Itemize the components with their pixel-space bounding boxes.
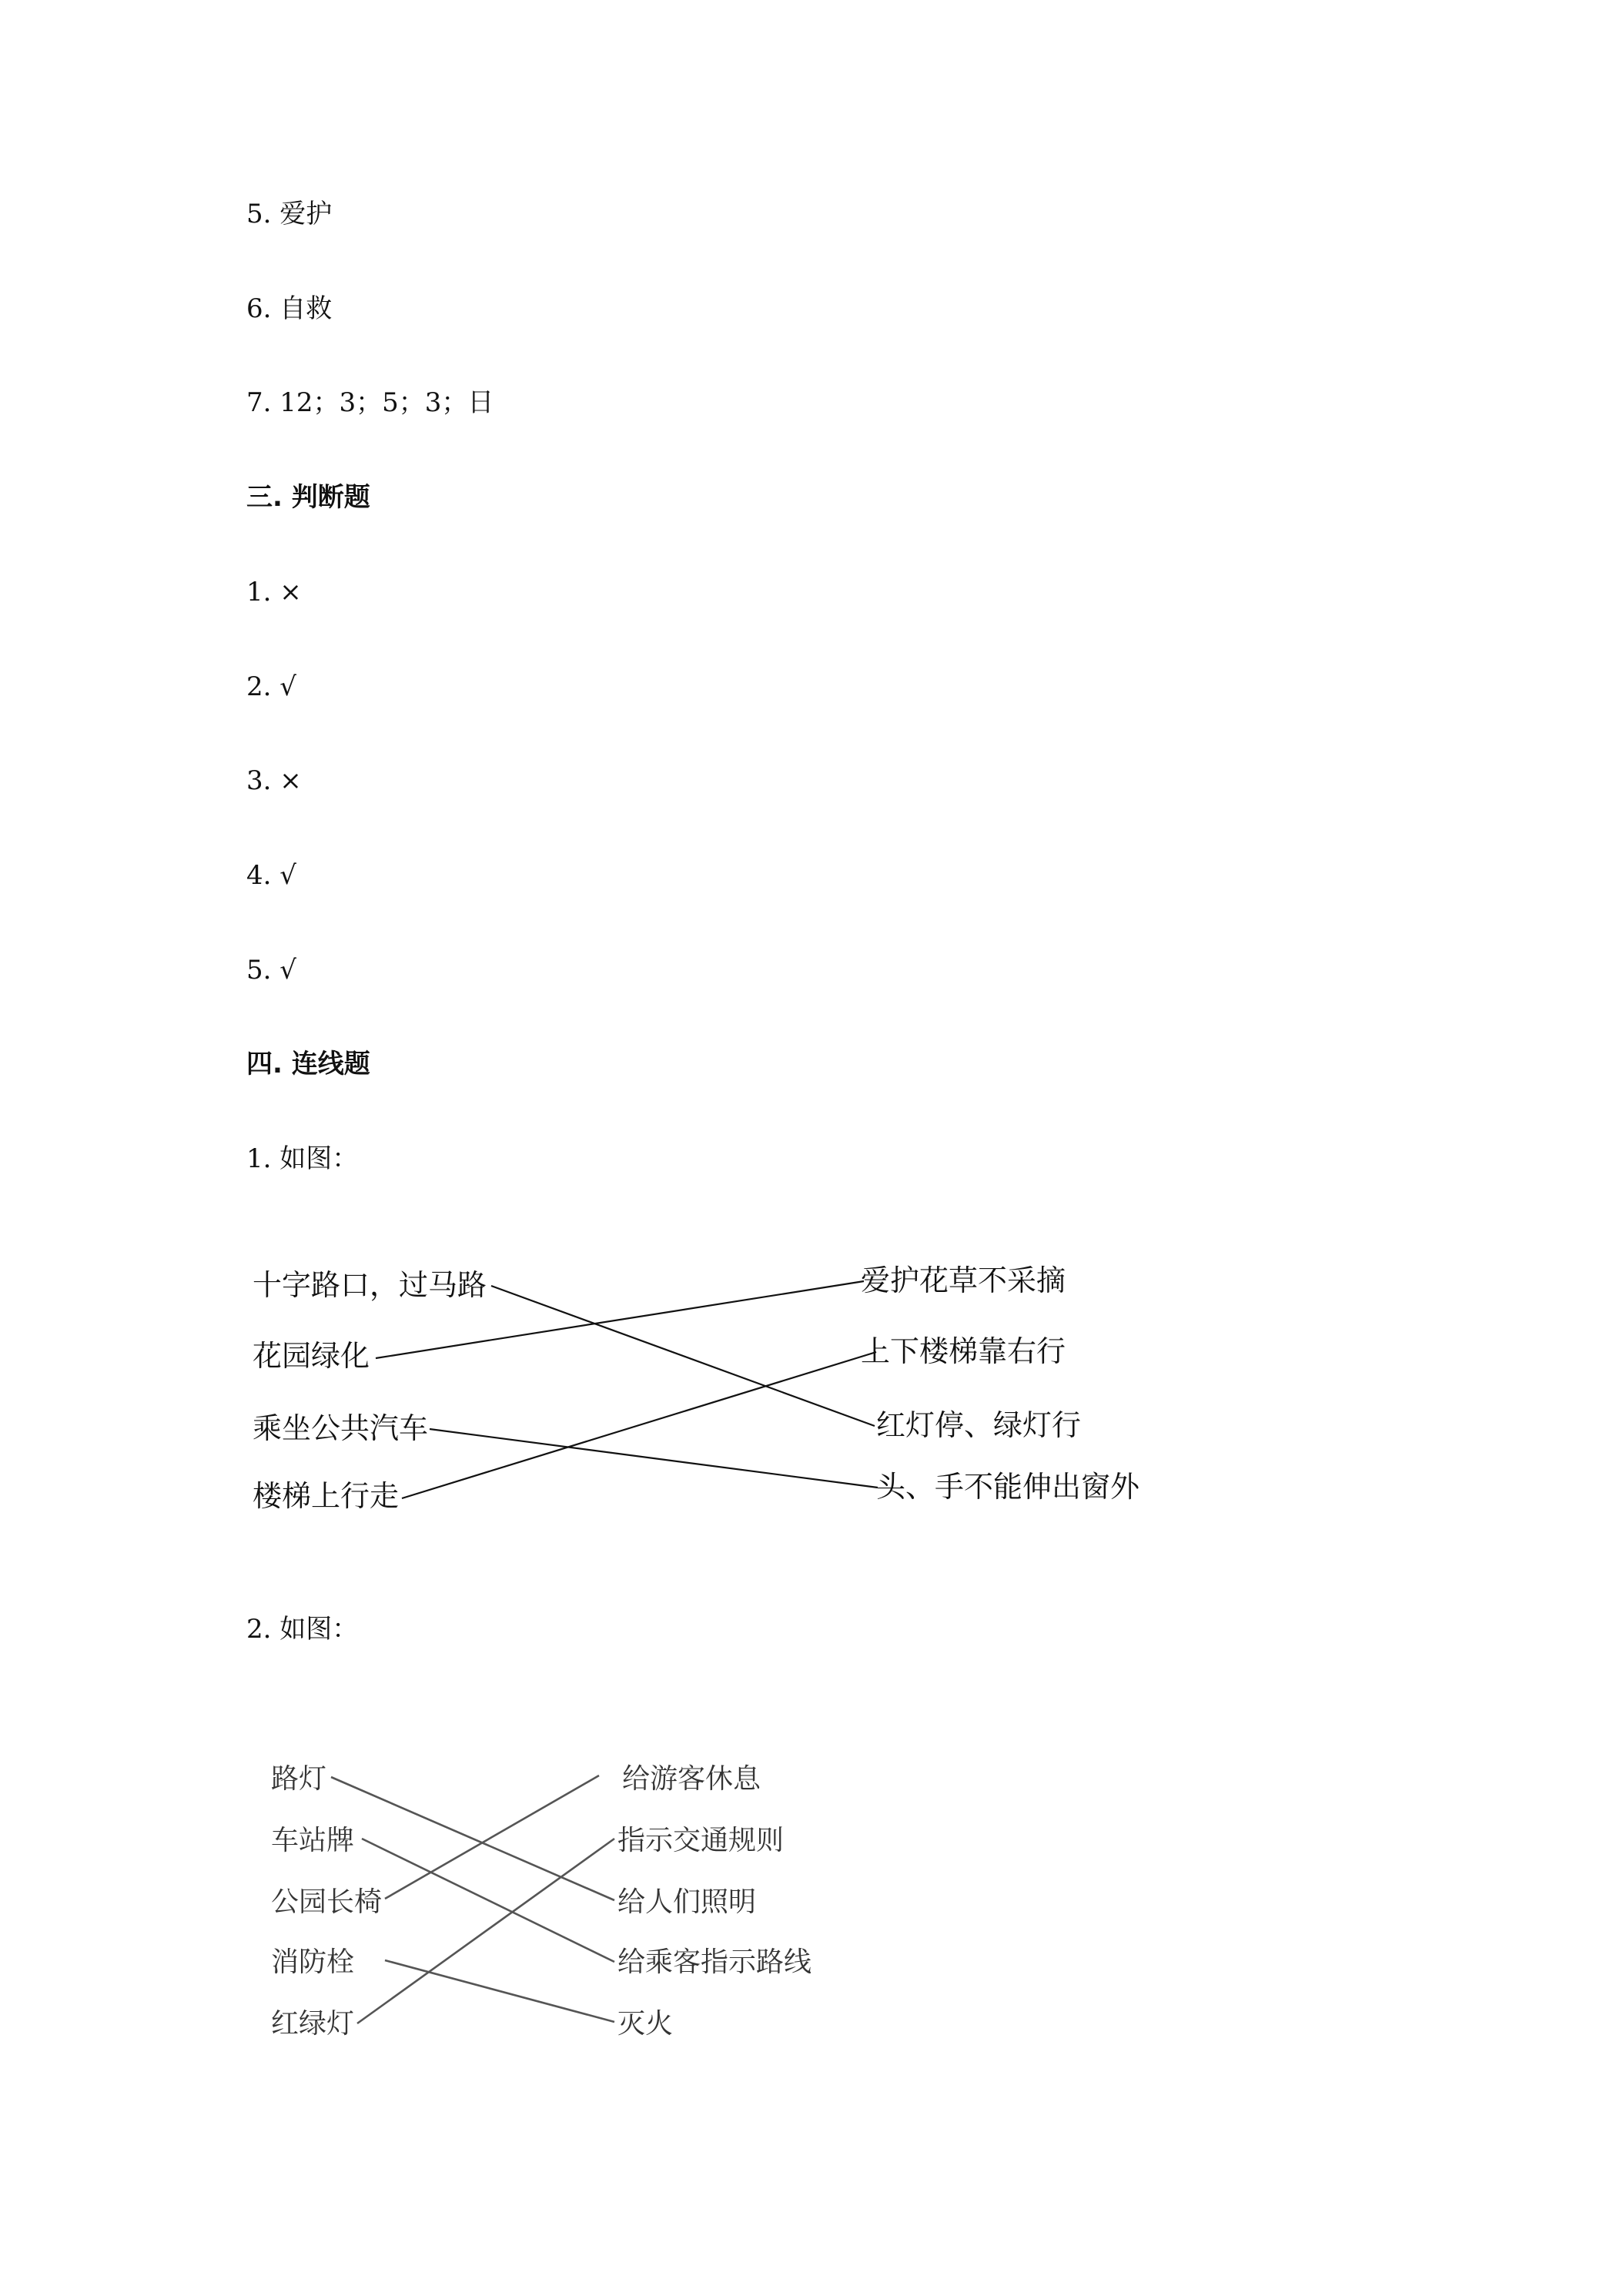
diagram1-connector-3 [430, 1429, 878, 1488]
diagram2-right-4: 给乘客指示路线 [617, 1946, 812, 1978]
section-title-matching: 四. 连线题 [246, 1049, 370, 1079]
diagram1-connector-1 [491, 1286, 875, 1426]
diagram2-right-3: 给人们照明 [617, 1886, 757, 1918]
answer-fill-5: 5. 爱护 [246, 199, 333, 229]
diagram2-connector-4 [385, 1960, 614, 2022]
diagram2-right-5: 灭火 [617, 2008, 674, 2040]
diagram2-left-2: 车站牌 [271, 1825, 355, 1856]
diagram2-connector-1 [331, 1777, 614, 1900]
diagram1-connector-4 [402, 1352, 876, 1498]
judgment-answer-5: 5. √ [246, 955, 296, 986]
section-title-judgment: 三. 判断题 [246, 482, 370, 513]
diagram1-left-1: 十字路口，过马路 [253, 1268, 487, 1302]
diagram1-right-2: 上下楼梯靠右行 [861, 1334, 1066, 1368]
diagram2-left-1: 路灯 [271, 1763, 327, 1795]
diagram2-right-2: 指示交通规则 [617, 1825, 785, 1856]
judgment-answer-3: 3. × [246, 765, 302, 796]
diagram2-connector-5 [357, 1839, 614, 2023]
answer-fill-6: 6. 自救 [246, 293, 333, 324]
judgment-answer-1: 1. × [246, 577, 302, 607]
diagram2-left-4: 消防栓 [271, 1946, 355, 1978]
diagram1-right-4: 头、手不能伸出窗外 [876, 1470, 1140, 1504]
matching-diagram-1 [231, 1247, 1201, 1540]
diagram2-connector-2 [362, 1839, 614, 1962]
matching-diagram-2 [231, 1748, 924, 2071]
diagram1-right-3: 红灯停、绿灯行 [876, 1408, 1082, 1442]
diagram2-right-1: 给游客休息 [622, 1763, 761, 1795]
diagram1-right-1: 爱护花草不采摘 [861, 1263, 1066, 1297]
answer-fill-7: 7. 12；3；5；3；日 [246, 387, 494, 418]
matching-q1-label: 1. 如图： [246, 1143, 359, 1174]
diagram2-left-5: 红绿灯 [271, 2008, 355, 2040]
judgment-answer-4: 4. √ [246, 860, 296, 891]
diagram1-left-4: 楼梯上行走 [253, 1479, 400, 1513]
diagram2-left-3: 公园长椅 [271, 1886, 383, 1918]
diagram1-left-3: 乘坐公共汽车 [253, 1411, 429, 1445]
matching-q2-label: 2. 如图： [246, 1614, 359, 1645]
diagram1-left-2: 花园绿化 [253, 1339, 370, 1373]
judgment-answer-2: 2. √ [246, 671, 296, 702]
